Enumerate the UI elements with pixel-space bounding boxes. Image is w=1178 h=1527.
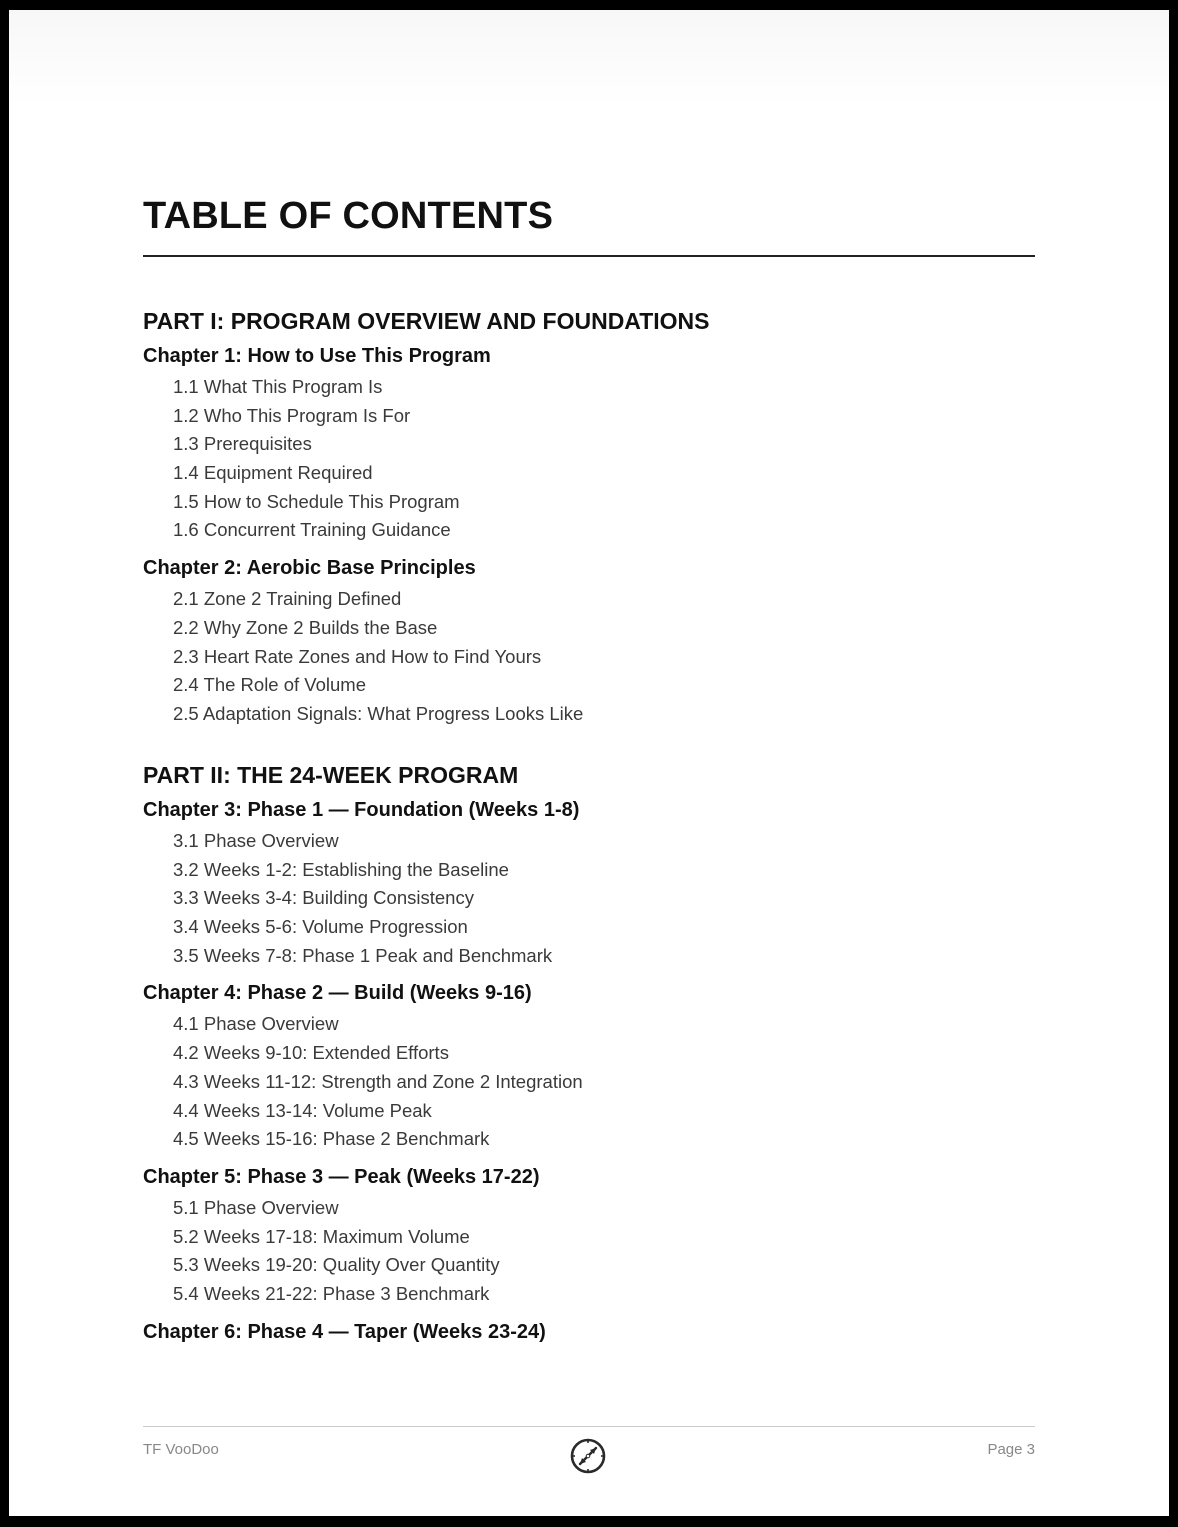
toc-section-item: 1.4 Equipment Required xyxy=(173,462,373,484)
toc-chapter-4 xyxy=(143,976,1035,1153)
toc-section-item: 3.3 Weeks 3-4: Building Consistency xyxy=(173,887,474,909)
toc-chapter-3 xyxy=(143,793,1035,970)
toc-section-item: 5.1 Phase Overview xyxy=(173,1196,339,1218)
chapter-heading: Chapter 2: Aerobic Base Principles xyxy=(143,557,476,580)
title-divider xyxy=(143,255,1035,257)
toc-section-item: 4.4 Weeks 13-14: Volume Peak xyxy=(173,1099,432,1121)
page-title: TABLE OF CONTENTS xyxy=(143,195,554,237)
toc-section-item: 2.5 Adaptation Signals: What Progress Looks Like xyxy=(173,702,584,724)
toc-section-item: 2.2 Why Zone 2 Builds the Base xyxy=(173,616,438,638)
part-heading: PART I: PROGRAM OVERVIEW AND FOUNDATIONS xyxy=(143,308,710,334)
toc-section-item: 2.1 Zone 2 Training Defined xyxy=(173,588,402,610)
section-list xyxy=(143,585,1035,728)
toc-section-item: 1.1 What This Program Is xyxy=(173,376,383,397)
toc-section-item: 3.5 Weeks 7-8: Phase 1 Peak and Benchmark xyxy=(173,944,553,966)
document-page xyxy=(9,10,1169,1516)
toc-section-item: 4.5 Weeks 15-16: Phase 2 Benchmark xyxy=(173,1128,490,1150)
toc-section-item: 1.3 Prerequisites xyxy=(173,433,312,455)
toc-section-item: 1.5 How to Schedule This Program xyxy=(173,490,460,512)
toc-section-item: 1.2 Who This Program Is For xyxy=(173,404,411,426)
toc-section-item: 5.4 Weeks 21-22: Phase 3 Benchmark xyxy=(173,1282,490,1304)
toc-chapter-2 xyxy=(143,551,1035,728)
footer-brand: TF VooDoo xyxy=(143,1441,219,1458)
toc-section-item: 4.1 Phase Overview xyxy=(173,1013,339,1035)
chapter-heading: Chapter 3: Phase 1 — Foundation (Weeks 1-8) xyxy=(143,799,580,821)
toc-chapter-5 xyxy=(143,1160,1035,1309)
page-number: Page 3 xyxy=(987,1441,1035,1458)
page-top-shade xyxy=(9,10,1169,105)
toc-section-item: 2.4 The Role of Volume xyxy=(173,674,367,696)
toc-section-item: 2.3 Heart Rate Zones and How to Find Yours xyxy=(173,645,542,667)
toc-section-item: 3.2 Weeks 1-2: Establishing the Baseline xyxy=(173,858,509,880)
part-heading: PART II: THE 24-WEEK PROGRAM xyxy=(143,762,519,788)
toc-section-item: 4.2 Weeks 9-10: Extended Efforts xyxy=(173,1042,449,1064)
compass-logo-icon xyxy=(569,1437,607,1475)
toc-section-item: 3.4 Weeks 5-6: Volume Progression xyxy=(173,916,468,938)
toc-section-item: 5.3 Weeks 19-20: Quality Over Quantity xyxy=(173,1254,500,1276)
chapter-heading: Chapter 4: Phase 2 — Build (Weeks 9-16) xyxy=(143,982,532,1005)
chapter-heading: Chapter 5: Phase 3 — Peak (Weeks 17-22) xyxy=(143,1165,540,1188)
toc-section-item: 5.2 Weeks 17-18: Maximum Volume xyxy=(173,1225,470,1247)
chapter-heading: Chapter 1: How to Use This Program xyxy=(143,345,491,367)
section-list xyxy=(143,1010,1035,1153)
toc-part-1 xyxy=(143,303,1035,735)
chapter-heading: Chapter 6: Phase 4 — Taper (Weeks 23-24) xyxy=(143,1320,546,1343)
toc-chapter-1 xyxy=(143,339,1035,545)
toc-chapter-6 xyxy=(143,1315,1035,1349)
toc-part-2 xyxy=(143,757,1035,1349)
section-list xyxy=(143,827,1035,970)
section-list xyxy=(143,1194,1035,1309)
section-list xyxy=(143,373,1035,545)
toc-section-item: 1.6 Concurrent Training Guidance xyxy=(173,519,451,541)
footer-divider xyxy=(143,1426,1035,1427)
toc-section-item: 4.3 Weeks 11-12: Strength and Zone 2 Integration xyxy=(173,1070,583,1092)
toc-section-item: 3.1 Phase Overview xyxy=(173,830,339,851)
